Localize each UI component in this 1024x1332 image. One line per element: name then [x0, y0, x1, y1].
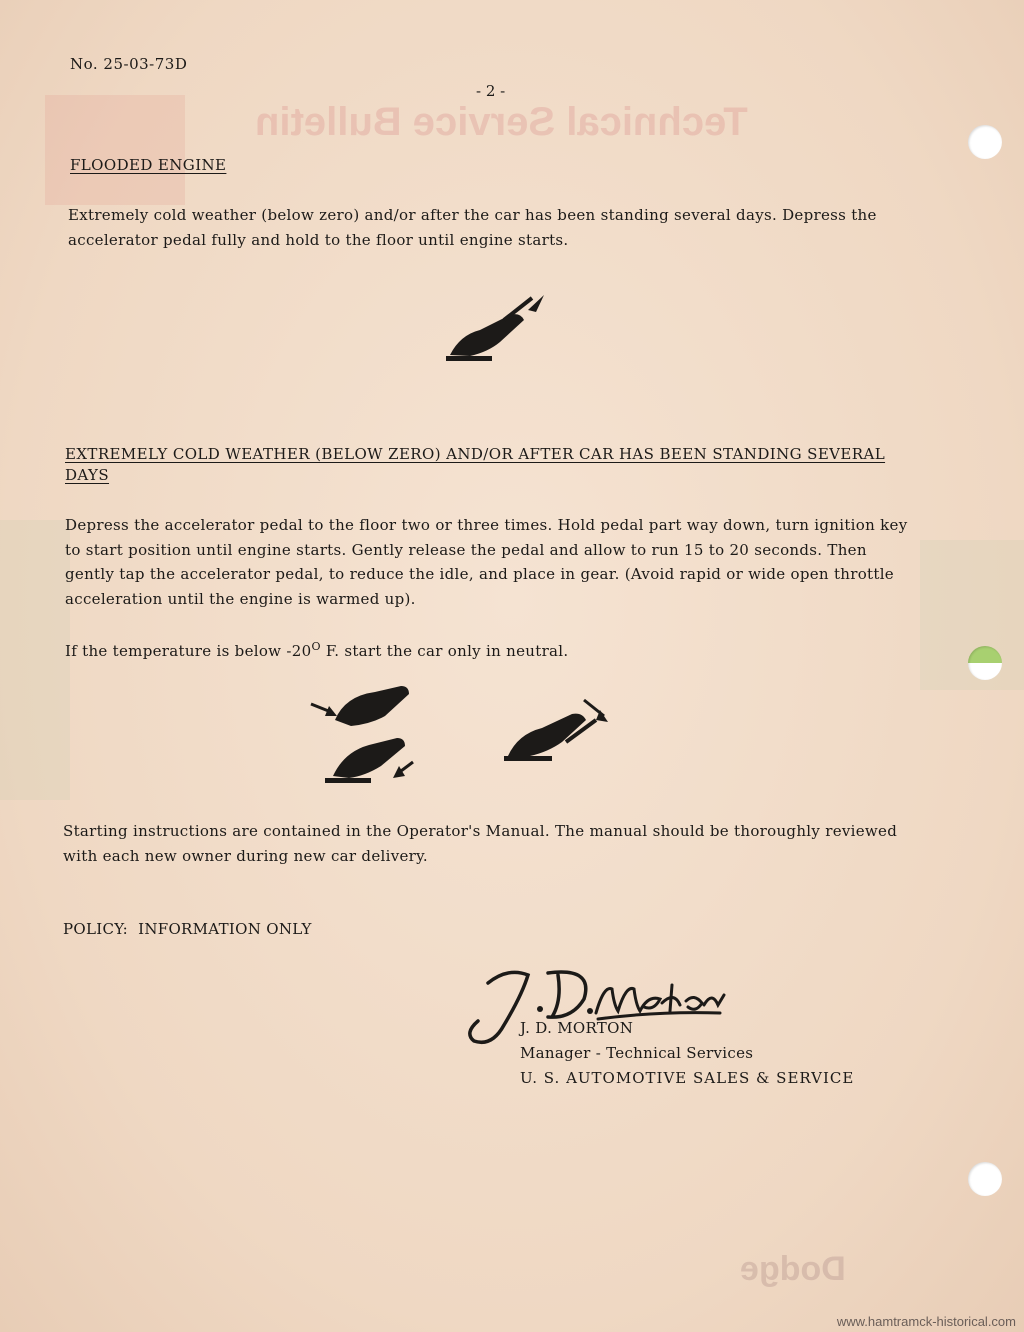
- punch-hole-middle: [968, 646, 1002, 680]
- signatory-title: Manager - Technical Services: [520, 1044, 754, 1062]
- foot-on-pedal-icon: [440, 290, 550, 370]
- section-heading-extremely-cold: EXTREMELY COLD WEATHER (BELOW ZERO) AND/OR AFTER CAR HAS BEEN STANDING SEVERAL DAYS: [65, 445, 886, 484]
- foot-on-pedal-icon: [500, 690, 620, 770]
- section-heading-flooded-engine: FLOODED ENGINE: [70, 156, 227, 174]
- closing-text: Starting instructions are contained in the Operator's Manual. The manual should be thoroughly reviewed with each new owner during new car delivery.: [63, 822, 898, 865]
- bleed-through: Technical Service Bulletin Dodge: [0, 0, 1024, 1332]
- temperature-note-start: If the temperature is below -20: [65, 642, 312, 660]
- signatory-name: J. D. MORTON: [520, 1019, 634, 1037]
- punch-hole-top: [968, 125, 1002, 159]
- policy-line: POLICY: INFORMATION ONLY: [63, 920, 312, 938]
- page-number: - 2 -: [476, 82, 506, 100]
- punch-hole-bottom: [968, 1162, 1002, 1196]
- section-text-flooded-engine: Extremely cold weather (below zero) and/or after the car has been standing several days. Depress the accelerator pedal fully and hold to the floor until engine starts.: [68, 206, 877, 249]
- website-watermark: www.hamtramck-historical.com: [836, 1314, 1016, 1329]
- temperature-note-end: F. start the car only in neutral.: [320, 642, 569, 660]
- temperature-note: [65, 635, 568, 664]
- section-text-extremely-cold: Depress the accelerator pedal to the floor two or three times. Hold pedal part way down, turn ignition key to start position until engine starts. Gently release the pedal and allow to run 15 to 20 seconds. Then gently tap the accelerator pedal, to reduce the idle, and place in gear. (Avoid rapid or wide open throttle acceleration until the engine is warmed up).: [65, 516, 908, 608]
- degree-symbol: O: [311, 640, 321, 653]
- signatory-organization: U. S. AUTOMOTIVE SALES & SERVICE: [520, 1069, 855, 1087]
- foot-on-pedal-icon: [305, 678, 435, 798]
- document-number: No. 25-03-73D: [70, 55, 188, 73]
